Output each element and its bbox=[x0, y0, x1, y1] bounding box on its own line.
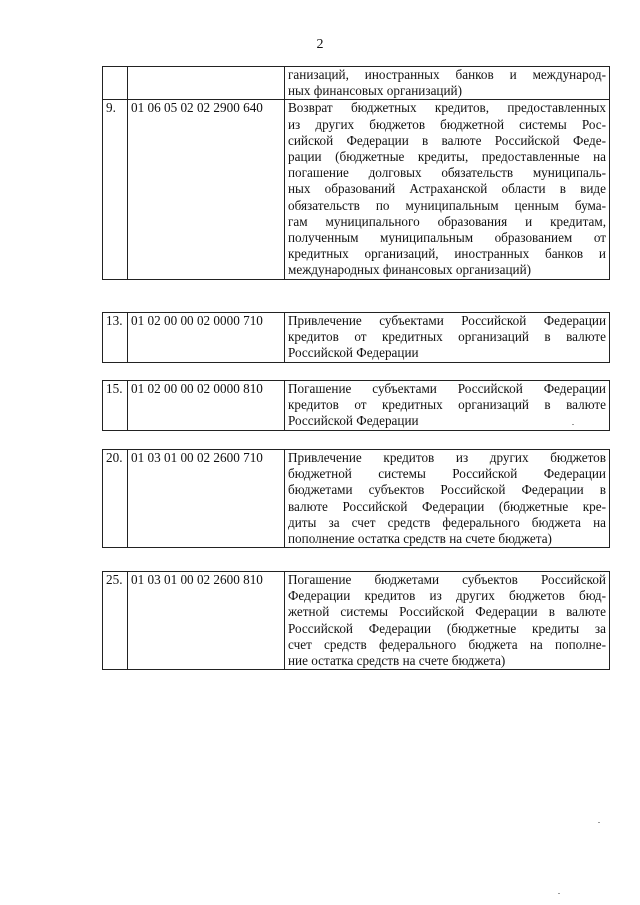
description-line: Федерации кредитов из других бюджетов бюд- bbox=[288, 588, 606, 604]
description-line: гам муниципального образования и кредитам, bbox=[288, 213, 606, 229]
description-line: Погашение бюджетами субъектов Российской bbox=[288, 572, 606, 587]
row-description bbox=[285, 450, 610, 548]
scan-speck bbox=[572, 424, 574, 425]
row-description bbox=[285, 381, 610, 431]
table-fragment-2 bbox=[102, 312, 610, 363]
description-line: погашение долговых обязательств муниципаль- bbox=[288, 165, 606, 181]
scan-speck bbox=[558, 893, 560, 894]
row-number: 25. bbox=[103, 572, 128, 670]
description-line: международных финансовых организаций) bbox=[288, 262, 532, 278]
table-fragment-1 bbox=[102, 66, 610, 280]
row-number bbox=[103, 67, 128, 100]
budget-code: 01 06 05 02 02 2900 640 bbox=[128, 100, 285, 279]
table-row bbox=[103, 67, 610, 100]
description-line: Погашение субъектами Российской Федерации bbox=[288, 381, 606, 396]
description-line: Возврат бюджетных кредитов, предоставленных bbox=[288, 100, 606, 116]
description-line: Российской Федерации (бюджетные кредиты за bbox=[288, 620, 606, 636]
budget-code: 01 02 00 00 02 0000 810 bbox=[128, 381, 285, 431]
budget-code: 01 02 00 00 02 0000 710 bbox=[128, 313, 285, 363]
description-line: обязательств по муниципальным ценным бума- bbox=[288, 197, 606, 213]
description-line: валюте Российской Федерации (бюджетные кре- bbox=[288, 498, 606, 514]
description-line: рации (бюджетные кредиты, предоставленные на bbox=[288, 149, 606, 165]
table-row bbox=[103, 450, 610, 548]
description-line: пополнение остатка средств на счете бюджета) bbox=[288, 531, 552, 547]
description-line: жетной системы Российской Федерации в валюте bbox=[288, 604, 606, 620]
budget-code bbox=[128, 67, 285, 100]
scan-speck bbox=[598, 822, 600, 823]
table-row bbox=[103, 313, 610, 363]
description-line: ных финансовых организаций) bbox=[288, 83, 462, 99]
description-line: Привлечение субъектами Российской Федерации bbox=[288, 313, 606, 328]
row-description bbox=[285, 313, 610, 363]
row-number: 15. bbox=[103, 381, 128, 431]
budget-code: 01 03 01 00 02 2600 810 bbox=[128, 572, 285, 670]
budget-code: 01 03 01 00 02 2600 710 bbox=[128, 450, 285, 548]
description-line: из других бюджетов бюджетной системы Рос- bbox=[288, 116, 606, 132]
description-line: Российской Федерации bbox=[288, 345, 419, 361]
description-line: кредитов от кредитных организаций в валюте bbox=[288, 329, 606, 345]
row-number: 20. bbox=[103, 450, 128, 548]
row-description bbox=[285, 572, 610, 670]
table-row bbox=[103, 572, 610, 670]
table-row bbox=[103, 100, 610, 279]
row-description bbox=[285, 67, 610, 100]
description-line: кредитов от кредитных организаций в валюте bbox=[288, 397, 606, 413]
row-description bbox=[285, 100, 610, 279]
description-line: ние остатка средств на счете бюджета) bbox=[288, 653, 506, 669]
description-line: бюджетами субъектов Российской Федерации в bbox=[288, 482, 606, 498]
page-number: 2 bbox=[316, 37, 324, 52]
description-line: счет средств федерального бюджета на пополне- bbox=[288, 636, 606, 652]
table-fragment-4 bbox=[102, 449, 610, 548]
row-number: 9. bbox=[103, 100, 128, 279]
description-line: Привлечение кредитов из других бюджетов bbox=[288, 450, 606, 465]
description-line: полученным муниципальным образованием от bbox=[288, 230, 606, 246]
description-line: ганизаций, иностранных банков и международ- bbox=[288, 67, 606, 82]
table-fragment-5 bbox=[102, 571, 610, 670]
description-line: диты за счет средств федерального бюджета на bbox=[288, 514, 606, 530]
description-line: ных образований Астраханской области в виде bbox=[288, 181, 606, 197]
description-line: бюджетной системы Российской Федерации bbox=[288, 466, 606, 482]
description-line: сийской Федерации в валюте Российской Феде- bbox=[288, 132, 606, 148]
table-fragment-3 bbox=[102, 380, 610, 431]
description-line: Российской Федерации bbox=[288, 413, 419, 429]
table-row bbox=[103, 381, 610, 431]
description-line: кредитных организаций, иностранных банков и bbox=[288, 246, 606, 262]
row-number: 13. bbox=[103, 313, 128, 363]
